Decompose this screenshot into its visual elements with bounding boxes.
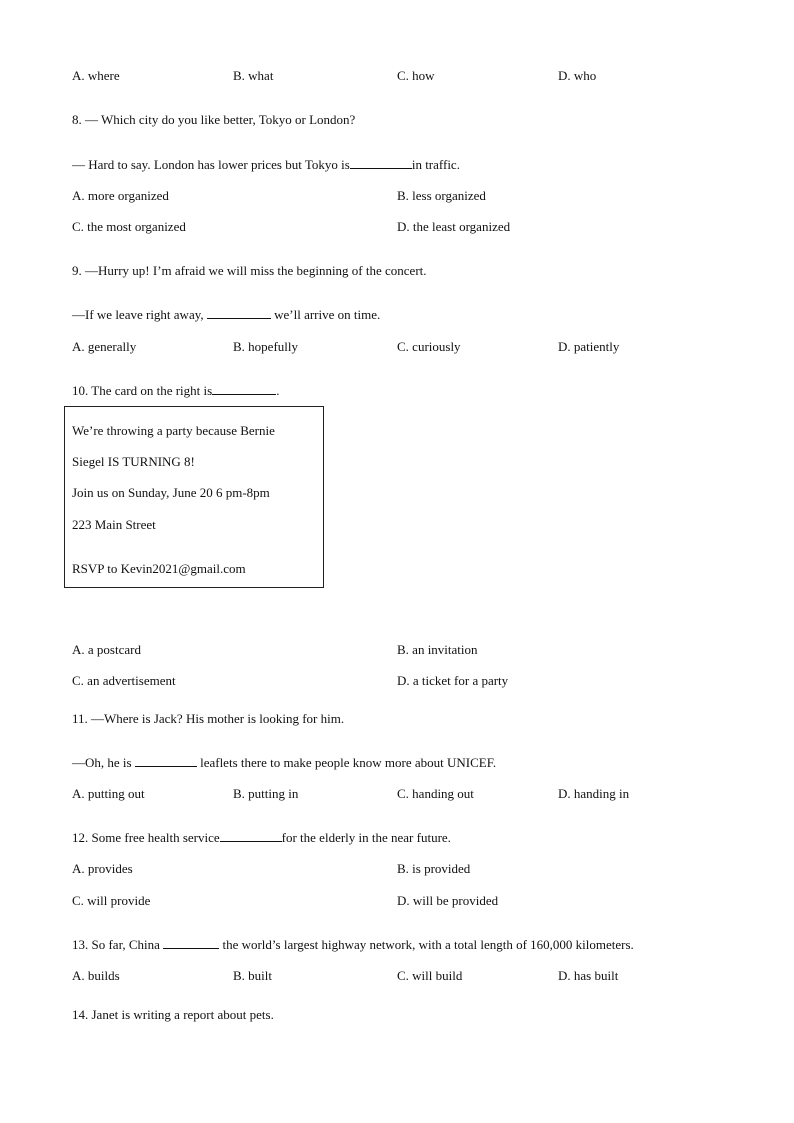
q13-option-c: C. will build [397,968,463,983]
card-line-3: Join us on Sunday, June 20 6 pm-8pm [72,485,270,500]
q11-option-a: A. putting out [72,786,145,801]
q14-prompt: 14. Janet is writing a report about pets. [72,1007,274,1022]
q13-prompt-after: the world’s largest highway network, with a total length of 160,000 kilometers. [222,937,634,952]
q13-prompt-before: 13. So far, China [72,937,160,952]
q13-blank [163,937,219,949]
q9-option-a: A. generally [72,339,137,354]
q10-option-c: C. an advertisement [72,673,176,688]
q11-option-b: B. putting in [233,786,299,801]
q11-option-c: C. handing out [397,786,474,801]
q11-reply [72,755,496,771]
q10-option-b: B. an invitation [397,642,478,657]
q8-reply-after: in traffic. [411,157,460,172]
q12-option-c: C. will provide [72,893,151,908]
q9-reply-before: —If we leave right away, [72,307,204,322]
q13-option-b: B. built [233,968,273,983]
q13-prompt [72,937,634,953]
q11-blank [135,755,197,767]
q7-option-d: D. who [558,68,597,83]
q7-option-c: C. how [397,68,435,83]
card-line-1: We’re throwing a party because Bernie [72,423,275,438]
q10-prompt [72,383,279,399]
q8-option-a: A. more organized [72,188,169,203]
card-line-2: Siegel IS TURNING 8! [72,454,195,469]
q9-reply-after: we’ll arrive on time. [274,307,381,322]
q12-prompt-before: 12. Some free health service [72,830,220,845]
q9-option-b: B. hopefully [233,339,298,354]
q8-option-b: B. less organized [397,188,486,203]
q8-option-d: D. the least organized [397,219,511,234]
q12-option-d: D. will be provided [397,893,499,908]
q7-option-a: A. where [72,68,120,83]
q12-prompt-after: for the elderly in the near future. [281,830,451,845]
q12-option-b: B. is provided [397,861,471,876]
q10-blank [212,383,276,395]
q10-prompt-before: 10. The card on the right is [72,383,213,398]
q8-prompt: 8. — Which city do you like better, Tokyo or London? [72,112,356,127]
q7-option-b: B. what [233,68,274,83]
q13-option-a: A. builds [72,968,120,983]
q10-option-a: A. a postcard [72,642,141,657]
q9-option-d: D. patiently [558,339,620,354]
q9-option-c: C. curiously [397,339,461,354]
q12-option-a: A. provides [72,861,133,876]
card-line-4: 223 Main Street [72,517,156,532]
q9-blank [207,307,271,319]
q9-prompt: 9. —Hurry up! I’m afraid we will miss the beginning of the concert. [72,263,427,278]
q11-reply-before: —Oh, he is [72,755,132,770]
q10-option-d: D. a ticket for a party [397,673,509,688]
q11-prompt: 11. —Where is Jack? His mother is looking for him. [72,711,345,726]
q8-blank [350,157,412,169]
q9-reply [72,307,380,323]
q13-option-d: D. has built [558,968,619,983]
invitation-card [64,406,324,588]
q12-prompt [72,830,451,846]
q10-prompt-after: . [276,383,280,398]
q12-blank [220,830,282,842]
q11-option-d: D. handing in [558,786,630,801]
q11-reply-after: leaflets there to make people know more about UNICEF. [200,755,497,770]
q8-option-c: C. the most organized [72,219,186,234]
card-line-5: RSVP to Kevin2021@gmail.com [72,561,246,576]
q8-reply [72,157,460,173]
q8-reply-before: — Hard to say. London has lower prices but Tokyo is [72,157,350,172]
